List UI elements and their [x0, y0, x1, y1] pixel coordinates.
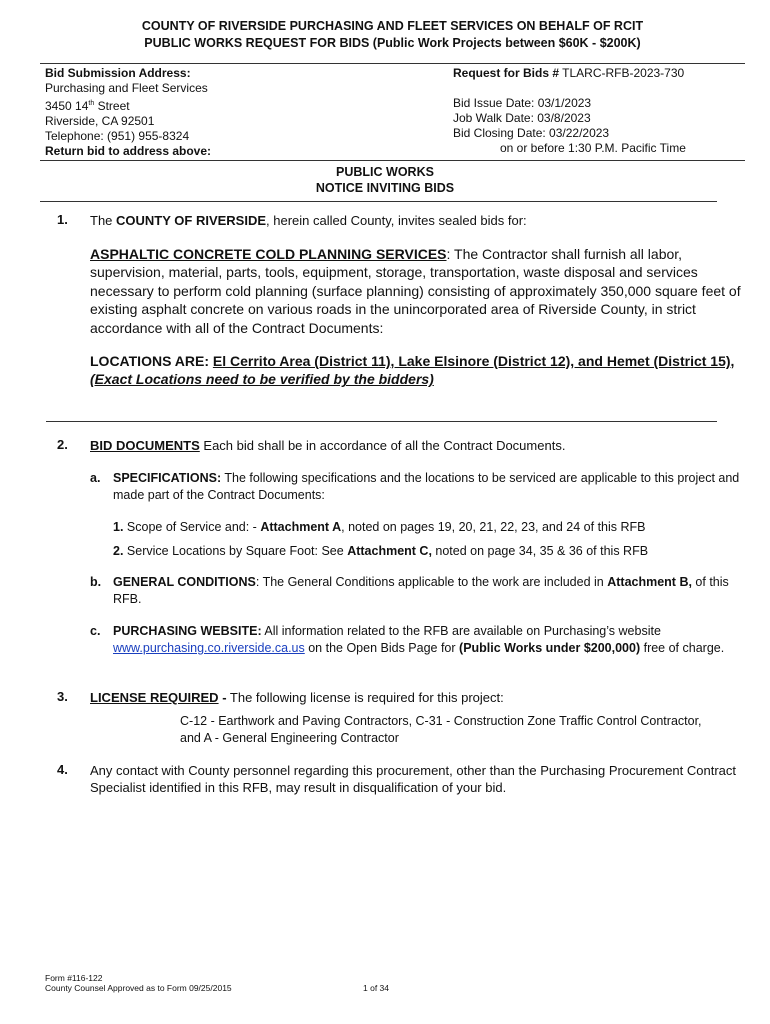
item-2c-label: c. — [90, 624, 101, 638]
item-4-number: 4. — [57, 762, 68, 777]
address-street: 3450 14th Street — [45, 99, 130, 113]
page-number: 1 of 34 — [363, 983, 389, 993]
item-1-divider — [46, 421, 717, 422]
address-city: Riverside, CA 92501 — [45, 114, 155, 128]
bid-closing-date: Bid Closing Date: 03/22/2023 — [453, 126, 610, 140]
service-description: ASPHALTIC CONCRETE COLD PLANNING SERVICES: The Contractor shall furnish all labor, supervision, material, parts, tools, equipment, storage, transportation, waste disposal and services necessary to perform cold planning (surface planning) consisting of approximately 350,000 square feet of existing asphalt concrete on various roads in the unincorporated area of Riverside County, in strict accordance with all of the Contract Documents: — [90, 246, 741, 336]
general-conditions: GENERAL CONDITIONS: The General Conditions applicable to the work are included in Attachment B, of this RFB. — [113, 575, 729, 606]
address-phone: Telephone: (951) 955-8324 — [45, 129, 190, 143]
bid-documents: BID DOCUMENTS Each bid shall be in accordance of all the Contract Documents. — [90, 438, 566, 453]
bid-closing-time: on or before 1:30 P.M. Pacific Time — [500, 141, 686, 155]
footer-form-number: Form #116-122 — [45, 973, 103, 983]
document-header — [40, 18, 745, 52]
footer-approval: County Counsel Approved as to Form 09/25/2015 — [45, 983, 232, 993]
license-list: C-12 - Earthwork and Paving Contractors, C-31 - Construction Zone Traffic Control Contractor, and A - General Engineering Contractor — [180, 714, 702, 745]
bid-submission-address — [45, 66, 211, 159]
attachment-c-item: 2. Service Locations by Square Foot: See Attachment C, noted on page 34, 35 & 36 of this RFB — [113, 544, 649, 558]
address-divider — [40, 160, 745, 161]
job-walk-date: Job Walk Date: 03/8/2023 — [453, 111, 591, 125]
item-1-intro: The COUNTY OF RIVERSIDE, herein called County, invites sealed bids for: — [90, 213, 527, 228]
item-3-number: 3. — [57, 689, 68, 704]
purchasing-website: PURCHASING WEBSITE: All information related to the RFB are available on Purchasing’s website www.purchasing.co.riverside.ca.us on the Open Bids Page for (Public Works under $200,000) free of charge. — [113, 624, 725, 655]
section-title-line-2: NOTICE INVITING BIDS — [315, 181, 455, 195]
item-2b-label: b. — [90, 575, 102, 589]
bid-issue-date: Bid Issue Date: 03/1/2023 — [453, 96, 592, 110]
item-2-number: 2. — [57, 437, 68, 452]
header-line-1: COUNTY OF RIVERSIDE PURCHASING AND FLEET SERVICES ON BEHALF OF RCIT — [141, 19, 644, 33]
section-title — [0, 164, 770, 196]
locations: LOCATIONS ARE: El Cerrito Area (District 11), Lake Elsinore (District 12), and Hemet (District 15), (Exact Locations need to be verified by the bidders) — [90, 353, 735, 388]
header-divider — [40, 63, 745, 64]
license-required: LICENSE REQUIRED - The following license is required for this project: — [90, 690, 504, 705]
item-1-number: 1. — [57, 212, 68, 227]
address-return: Return bid to address above: — [45, 144, 212, 158]
address-label: Bid Submission Address: — [45, 66, 191, 80]
service-title: ASPHALTIC CONCRETE COLD PLANNING SERVICES — [90, 246, 447, 262]
item-2a-label: a. — [90, 471, 101, 485]
attachment-a-item: 1. Scope of Service and: - Attachment A, noted on pages 19, 20, 21, 22, 23, and 24 of this RFB — [113, 520, 646, 534]
specifications: SPECIFICATIONS: The following specifications and the locations to be serviced are applicable to this project and made part of the Contract Documents: — [113, 471, 740, 502]
contact-notice: Any contact with County personnel regarding this procurement, other than the Purchasing Procurement Contract Specialist identified in this RFB, may result in disqualification of your bid. — [90, 763, 737, 795]
section-title-line-1: PUBLIC WORKS — [336, 165, 434, 179]
header-line-2: PUBLIC WORKS REQUEST FOR BIDS (Public Work Projects between $60K - $200K) — [144, 36, 641, 50]
purchasing-website-link[interactable]: www.purchasing.co.riverside.ca.us — [113, 641, 305, 655]
bid-info — [453, 66, 686, 156]
section-divider — [40, 201, 717, 202]
address-line-1: Purchasing and Fleet Services — [45, 81, 208, 95]
rfb-number: Request for Bids # TLARC-RFB-2023-730 — [453, 66, 685, 80]
